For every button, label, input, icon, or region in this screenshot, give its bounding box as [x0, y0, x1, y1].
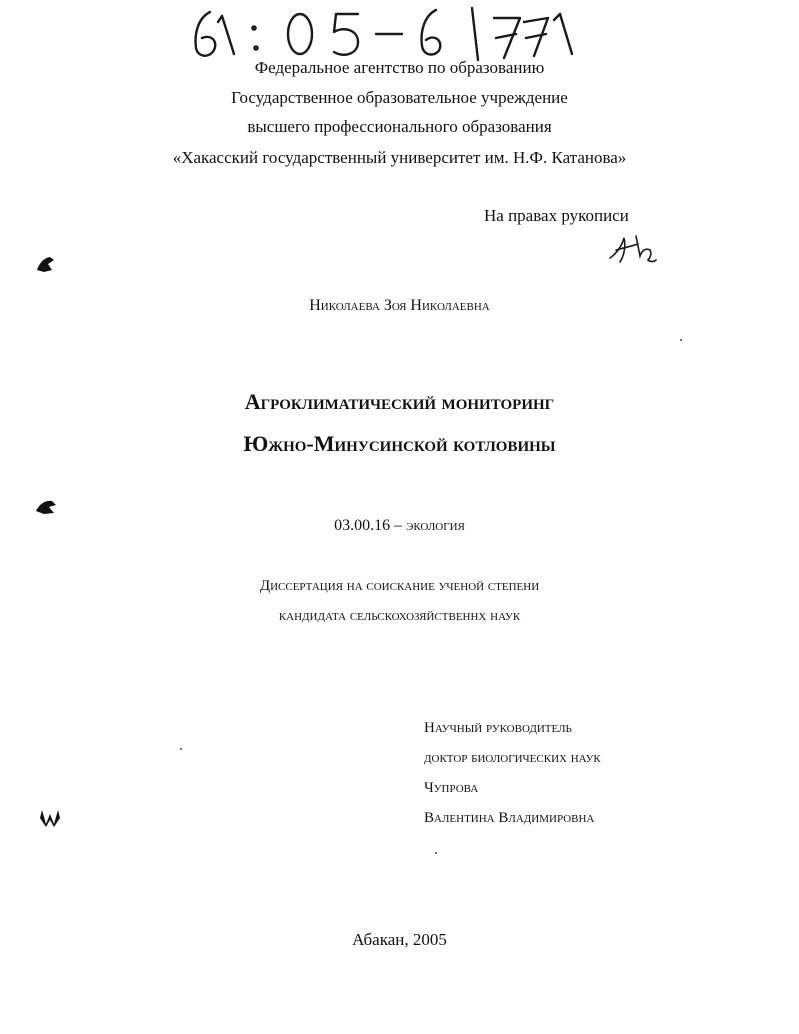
agency-line: Федеральное агентство по образованию: [254, 58, 545, 77]
binding-mark-icon: [34, 497, 58, 517]
author-name: Николаева Зоя Николаевна: [309, 297, 490, 314]
handwritten-signature: [606, 232, 658, 266]
binding-mark-icon: [34, 254, 56, 274]
advisor-rank: доктор биологических наук: [424, 750, 601, 766]
degree-line-2: кандидата сельскохозяйственнх наук: [278, 608, 521, 624]
handwritten-archive-code: [188, 4, 598, 64]
degree-line-1: Диссертация на соискание ученой степени: [259, 578, 540, 594]
dissertation-title-line-1: Агроклиматический мониторинг: [244, 389, 555, 414]
binding-mark-icon: [38, 806, 62, 828]
dissertation-title-line-2: Южно-Минусинской котловины: [243, 431, 556, 456]
education-level-line: высшего профессионального образования: [247, 117, 552, 136]
scan-speck: [180, 748, 182, 750]
advisor-role: Научный руководитель: [424, 720, 572, 736]
city-and-year: Абакан, 2005: [352, 930, 447, 949]
institution-type-line: Государственное образовательное учреждение: [231, 88, 568, 107]
university-name: «Хакасский государственный университет им. Н.Ф. Катанова»: [172, 148, 627, 167]
scan-speck: [435, 852, 437, 854]
advisor-given-name: Валентина Владимировна: [424, 810, 595, 826]
scan-speck: [680, 339, 682, 341]
specialty-code: 03.00.16 – экология: [334, 517, 465, 534]
advisor-surname: Чупрова: [424, 780, 479, 796]
manuscript-rights-note: На правах рукописи: [484, 206, 629, 225]
